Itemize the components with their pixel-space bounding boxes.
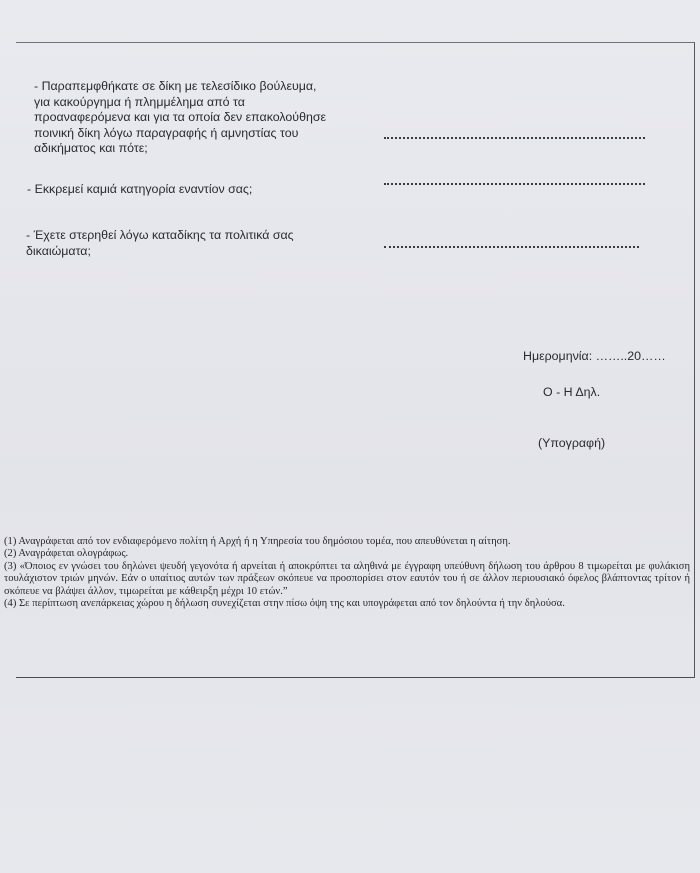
question-3: - Έχετε στερηθεί λόγω καταδίκης τα πολιτικά σας δικαιώματα; [26, 228, 294, 258]
date-field: Ημερομηνία: ……..20…… [523, 349, 666, 363]
declarant-label: Ο - Η Δηλ. [543, 385, 601, 399]
footnotes [4, 536, 690, 610]
footnote-2: (2) Αναγράφεται ολογράφως. [4, 548, 129, 560]
signature-label: (Υπογραφή) [538, 436, 606, 450]
footnote-1: (1) Αναγράφεται από τον ενδιαφερόμενο πολίτη ή Αρχή ή η Υπηρεσία του δημόσιου τομέα, που απευθύνεται η αίτηση. [4, 536, 511, 547]
footnote-4: (4) Σε περίπτωση ανεπάρκειας χώρου η δήλωση συνεχίζεται στην πίσω όψη της και υπογράφεται από τον δηλούντα ή την δηλούσα. [4, 598, 565, 610]
answer-line-2[interactable] [384, 183, 645, 185]
answer-line-3[interactable] [384, 246, 639, 248]
question-2: - Εκκρεμεί καμιά κατηγορία εναντίον σας; [27, 182, 253, 196]
answer-line-1[interactable] [384, 137, 645, 139]
footnote-3: (3) «Όποιος εν γνώσει του δηλώνει ψευδή γεγονότα ή αρνείται ή αποκρύπτει τα αληθινά με έγγραφη υπεύθυνη δήλωση του άρθρου 8 τιμωρείται με φυλάκιση τουλάχιστον τριών μηνών. Εάν ο υπαίτιος αυτών των πράξεων σκόπευε να προσπορίσει στον εαυτόν του ή σε άλλον περιουσιακό όφελος βλάπτοντας τρίτον ή σκόπευε να βλάψει άλλον, τιμωρείται με κάθειρξη μέχρι 10 ετών.” [4, 560, 690, 597]
question-1: - Παραπεμφθήκατε σε δίκη με τελεσίδικο βούλευμα, για κακούργημα ή πλημμέλημα από τα προαναφερόμενα και για τα οποία δεν επακολούθησε ποινική δίκη λόγω παραγραφής ή αμνηστίας του αδικήματος και πότε; [34, 79, 327, 155]
